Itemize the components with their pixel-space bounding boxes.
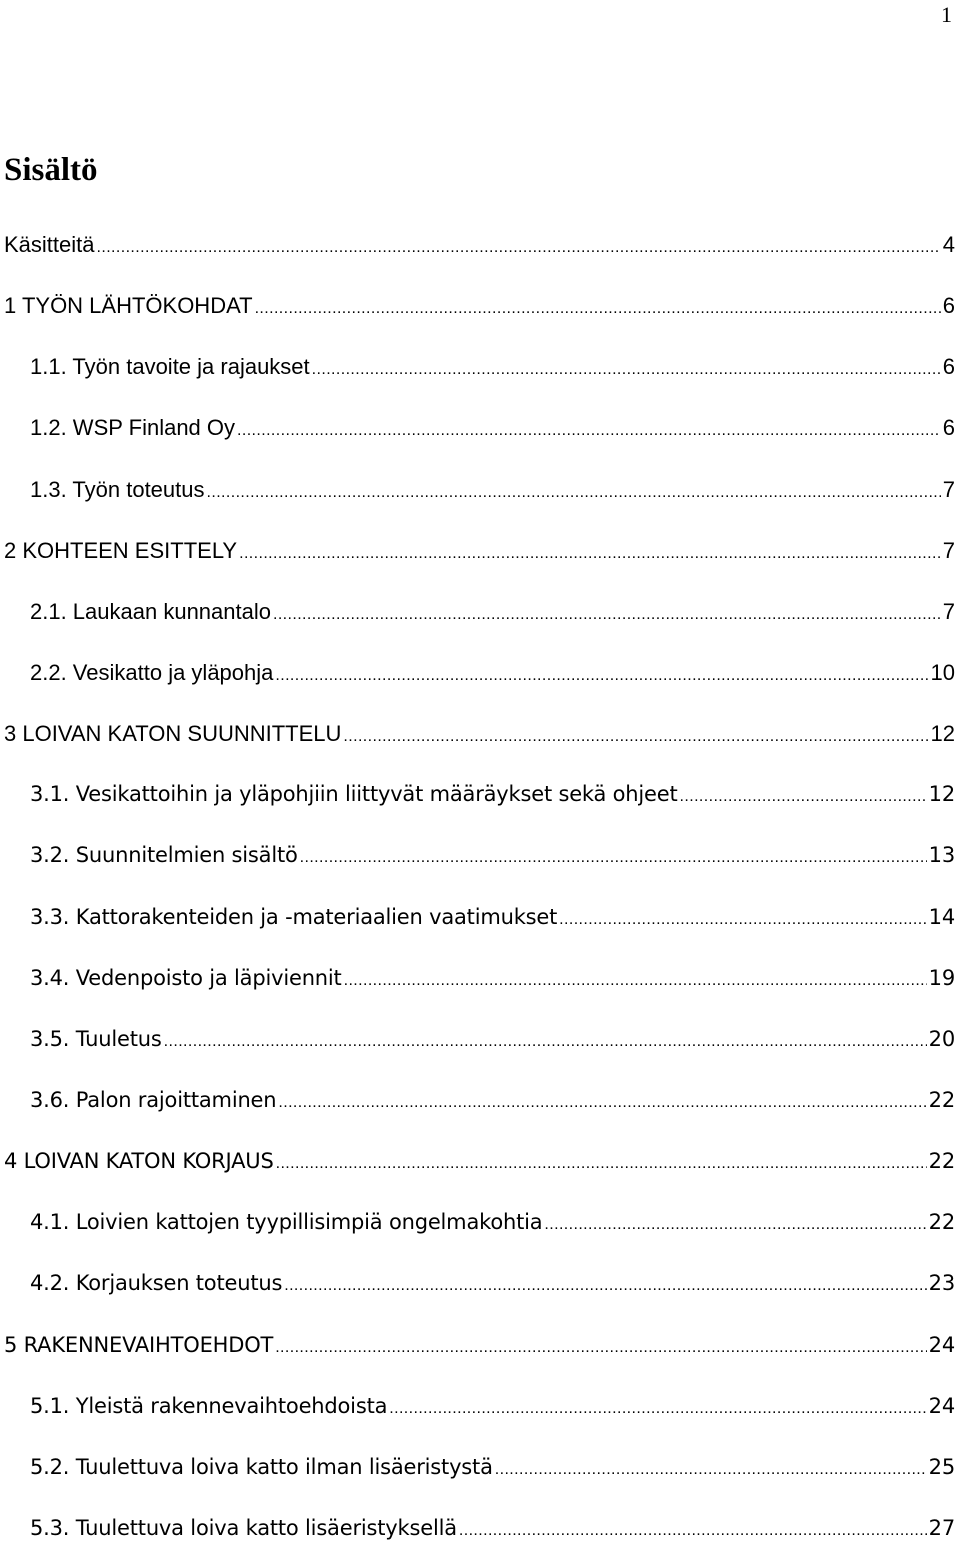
toc-entry-page: 22 [928, 1210, 955, 1235]
dot-leader [207, 462, 941, 523]
dot-leader [544, 1194, 926, 1255]
toc-entry-page: 13 [928, 843, 955, 868]
dot-leader [255, 278, 941, 339]
toc-entry[interactable] [0, 1192, 960, 1253]
toc-entry-page: 14 [928, 904, 955, 929]
toc-entry-label: 3.4. Vedenpoisto ja läpiviennit [30, 965, 342, 990]
toc-entry[interactable] [0, 1253, 960, 1314]
toc-entry[interactable] [0, 1009, 960, 1070]
toc-entry-page: 20 [928, 1026, 955, 1051]
toc-entry[interactable] [0, 887, 960, 948]
toc-entry[interactable] [0, 1498, 960, 1559]
toc-entry[interactable] [0, 642, 960, 703]
toc-entry-page: 19 [928, 965, 955, 990]
toc-entry-label: 1.2. WSP Finland Oy [30, 415, 236, 441]
toc-entry[interactable] [0, 1131, 960, 1192]
toc-entry-label: 5.3. Tuulettuva loiva katto lisäeristyksellä [30, 1515, 457, 1540]
toc-entry-page: 12 [928, 782, 955, 807]
toc-entry-page: 7 [942, 476, 955, 502]
toc-entry-label: 2 KOHTEEN ESITTELY [4, 537, 238, 563]
toc-entry-label: 2.2. Vesikatto ja yläpohja [30, 659, 274, 685]
dot-leader [300, 827, 927, 888]
dot-leader [344, 950, 927, 1011]
toc-entry-label: 4.1. Loivien kattojen tyypillisimpiä ongelmakohtia [30, 1210, 543, 1235]
dot-leader [312, 339, 941, 400]
dot-leader [275, 645, 928, 706]
toc-entry-label: 1.3. Työn toteutus [30, 476, 205, 502]
toc-entry-label: 3 LOIVAN KATON SUUNNITTELU [4, 721, 342, 747]
dot-leader [97, 217, 941, 278]
toc-entry[interactable] [0, 1376, 960, 1437]
dot-leader [559, 889, 927, 950]
toc-entry-page: 27 [928, 1515, 955, 1540]
dot-leader [237, 400, 941, 461]
toc-entry-label: 3.5. Tuuletus [30, 1026, 162, 1051]
toc-entry-page: 4 [942, 232, 955, 257]
toc-entry-label: Käsitteitä [4, 232, 95, 257]
toc-entry-label: 1.1. Työn tavoite ja rajaukset [30, 354, 310, 380]
toc-entry[interactable] [0, 275, 960, 336]
toc-entry-page: 6 [942, 415, 955, 441]
toc-entry[interactable] [0, 948, 960, 1009]
toc-entry[interactable] [0, 703, 960, 764]
toc-entry-label: 5.1. Yleistä rakennevaihtoehdoista [30, 1393, 388, 1418]
toc-entry[interactable] [0, 214, 960, 275]
toc-entry-page: 25 [928, 1454, 955, 1479]
toc-entry-page: 7 [942, 598, 955, 624]
toc-entry[interactable] [0, 1437, 960, 1498]
toc-entry[interactable] [0, 520, 960, 581]
toc-entry[interactable] [0, 1070, 960, 1131]
dot-leader [278, 1072, 926, 1133]
toc-entry-label: 3.3. Kattorakenteiden ja -materiaalien vaatimukset [30, 904, 558, 929]
page-number: 1 [941, 2, 952, 27]
table-of-contents [0, 214, 960, 1559]
toc-entry-page: 6 [942, 354, 955, 380]
dot-leader [284, 1255, 926, 1316]
toc-entry[interactable] [0, 459, 960, 520]
toc-entry-page: 22 [928, 1149, 955, 1174]
toc-entry-label: 3.6. Palon rajoittaminen [30, 1087, 277, 1112]
toc-entry[interactable] [0, 764, 960, 825]
toc-entry-label: 3.2. Suunnitelmien sisältö [30, 843, 298, 868]
toc-entry-label: 4.2. Korjauksen toteutus [30, 1271, 283, 1296]
toc-entry-label: 2.1. Laukaan kunnantalo [30, 598, 271, 624]
dot-leader [459, 1500, 927, 1561]
toc-entry-page: 22 [928, 1087, 955, 1112]
toc-entry-page: 6 [942, 293, 955, 319]
toc-entry-label: 3.1. Vesikattoihin ja yläpohjiin liittyvät määräykset sekä ohjeet [30, 782, 678, 807]
toc-entry-label: 1 TYÖN LÄHTÖKOHDAT [4, 293, 253, 319]
dot-leader [495, 1439, 927, 1500]
toc-entry-page: 12 [930, 721, 955, 747]
dot-leader [343, 706, 928, 767]
toc-entry[interactable] [0, 397, 960, 458]
toc-entry[interactable] [0, 336, 960, 397]
dot-leader [239, 523, 941, 584]
toc-entry-label: 5.2. Tuulettuva loiva katto ilman lisäeristystä [30, 1454, 493, 1479]
toc-entry-page: 7 [942, 537, 955, 563]
toc-entry-page: 24 [928, 1393, 955, 1418]
toc-entry[interactable] [0, 825, 960, 886]
toc-entry[interactable] [0, 1315, 960, 1376]
toc-entry-page: 24 [928, 1332, 955, 1357]
dot-leader [389, 1378, 926, 1439]
dot-leader [273, 584, 941, 645]
toc-entry-label: 4 LOIVAN KATON KORJAUS [4, 1149, 274, 1174]
dot-leader [275, 1317, 926, 1378]
dot-leader [164, 1011, 927, 1072]
toc-entry-label: 5 RAKENNEVAIHTOEHDOT [4, 1332, 274, 1357]
toc-title: Sisältö [4, 152, 98, 188]
dot-leader [276, 1133, 927, 1194]
dot-leader [680, 766, 927, 827]
toc-entry[interactable] [0, 581, 960, 642]
toc-entry-page: 23 [928, 1271, 955, 1296]
toc-entry-page: 10 [930, 659, 955, 685]
